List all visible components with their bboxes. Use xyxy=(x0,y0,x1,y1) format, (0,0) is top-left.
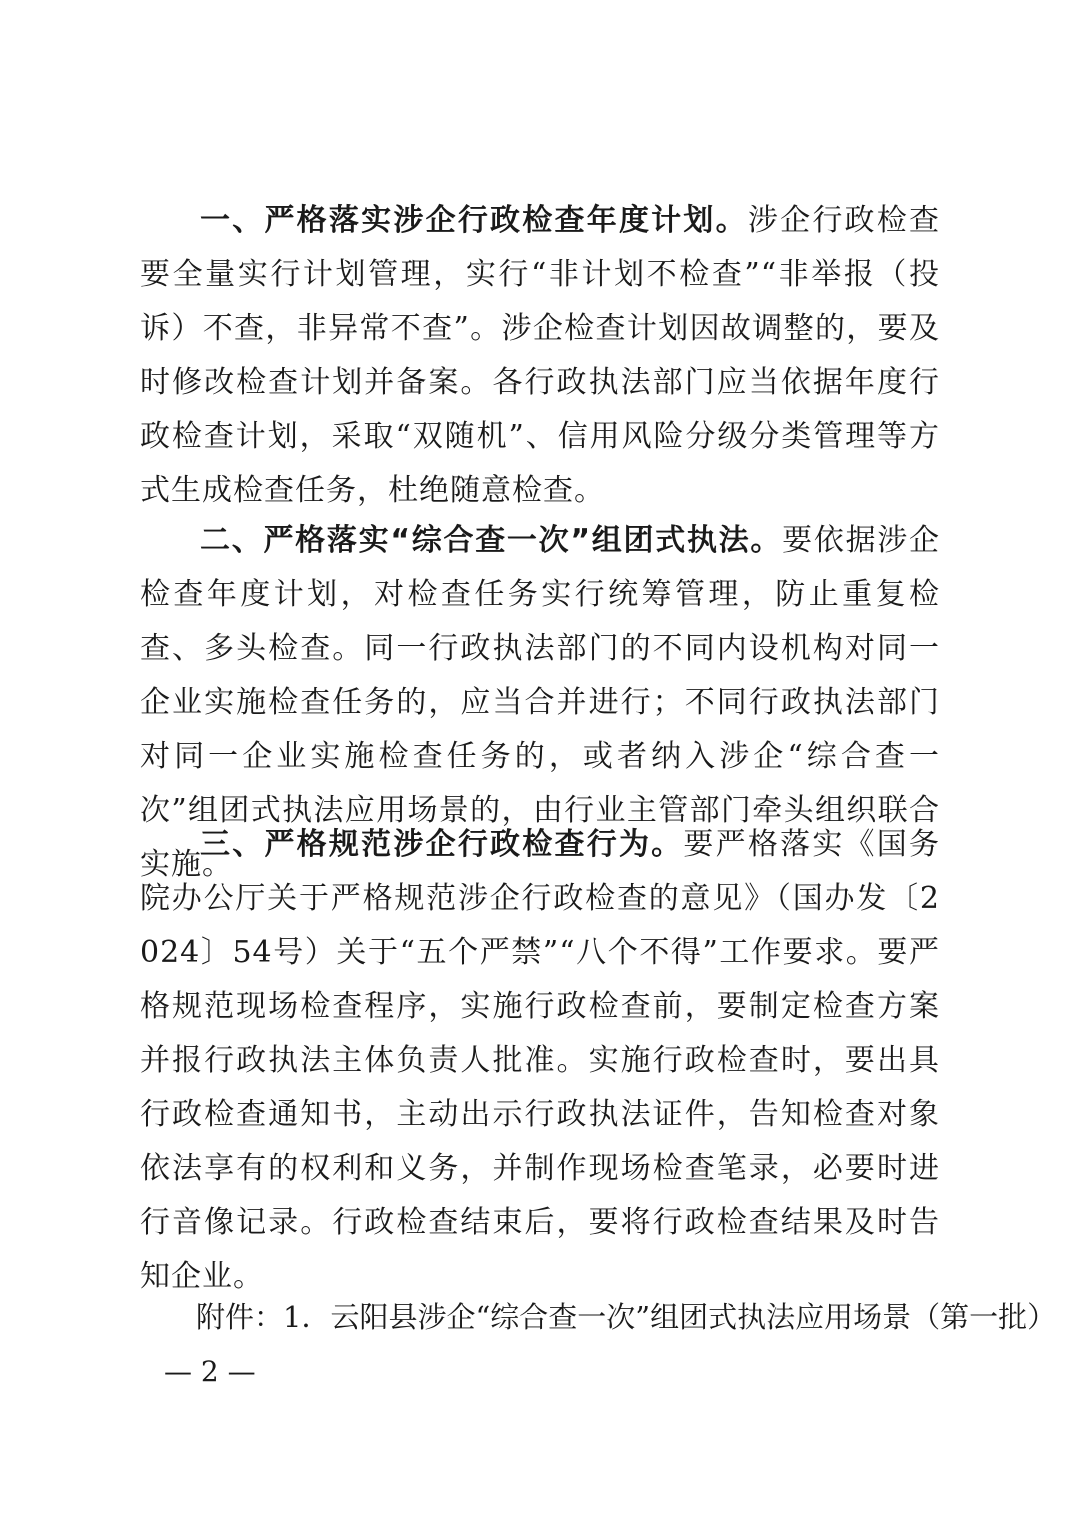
paragraph-3-heading: 三、严格规范涉企行政检查行为。 xyxy=(200,827,684,862)
paragraph-3-body: 要严格落实《国务院办公厅关于严格规范涉企行政检查的意见》（国办发〔2024〕54号）关于“五个严禁”“八个不得”工作要求。要严格规范现场检查程序，实施行政检查前，要制定检查方案并报行政执法主体负责人批准。实施行政检查时，要出具行政检查通知书，主动出示行政执法证件，告知检查对象依法享有的权利和义务，并制作现场检查笔录，必要时进行音像记录。行政检查结束后，要将行政检查结果及时告知企业。 xyxy=(140,827,941,1294)
paragraph-1 xyxy=(140,194,940,518)
attachment-line: 附件：1．云阳县涉企“综合查一次”组团式执法应用场景（第一批） xyxy=(196,1300,1057,1334)
paragraph-1-body: 涉企行政检查要全量实行计划管理，实行“非计划不检查”“非举报（投诉）不查，非异常不查”。涉企检查计划因故调整的，要及时修改检查计划并备案。各行政执法部门应当依据年度行政检查计划，采取“双随机”、信用风险分级分类管理等方式生成检查任务，杜绝随意检查。 xyxy=(140,203,941,508)
paragraph-1-heading: 一、严格落实涉企行政检查年度计划。 xyxy=(200,203,748,238)
paragraph-2-body: 要依据涉企检查年度计划，对检查任务实行统筹管理，防止重复检查、多头检查。同一行政执法部门的不同内设机构对同一企业实施检查任务的，应当合并进行；不同行政执法部门对同一企业实施检查任务的，或者纳入涉企“综合查一次”组团式执法应用场景的，由行业主管部门牵头组织联合实施。 xyxy=(140,523,941,882)
paragraph-3 xyxy=(140,818,940,1304)
page-number: — 2 — xyxy=(164,1355,256,1388)
paragraph-2-heading: 二、严格落实“综合查一次”组团式执法。 xyxy=(200,523,783,558)
